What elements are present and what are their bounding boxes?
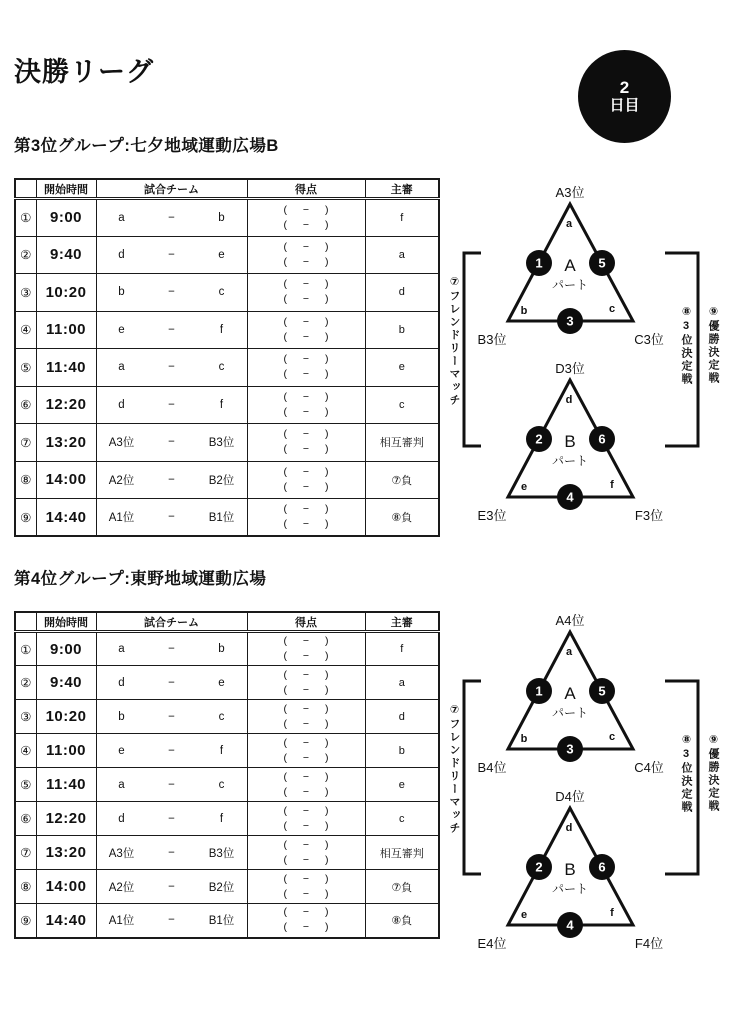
match-number-cell: ④	[15, 311, 36, 349]
team-right: B2位	[208, 474, 235, 487]
score-line: ( − )	[283, 390, 329, 403]
referee-cell: f	[365, 632, 439, 666]
team-right: B3位	[208, 437, 235, 450]
table-header-row	[15, 612, 439, 632]
match-circle-number: 1	[535, 683, 543, 699]
triangles-svg	[440, 598, 739, 973]
start-time-cell: 9:40	[36, 236, 96, 274]
team-dash: −	[168, 846, 175, 859]
match-circle-number: 3	[566, 741, 574, 757]
teams-cell	[96, 700, 247, 734]
corner-letter-top-a: a	[565, 646, 573, 658]
score-cell	[247, 311, 365, 349]
teams-cell	[96, 904, 247, 938]
teams-row	[97, 509, 247, 525]
match-number-cell: ②	[15, 236, 36, 274]
corner-letter-left-b: e	[520, 909, 528, 921]
team-left: A1位	[108, 512, 135, 524]
teams-cell	[96, 632, 247, 666]
header-teams: 試合チーム	[96, 612, 247, 632]
table-row	[15, 499, 439, 537]
table-row	[15, 386, 439, 424]
teams-row	[97, 677, 247, 689]
referee-cell: d	[365, 700, 439, 734]
friendly-match-bracket	[464, 253, 481, 446]
teams-row	[97, 879, 247, 895]
match-circle-number: 2	[535, 431, 543, 447]
teams-cell	[96, 311, 247, 349]
team-right: f	[219, 812, 224, 825]
match-number-cell: ⑤	[15, 768, 36, 802]
score-cell	[247, 199, 365, 237]
team-dash: −	[168, 248, 175, 261]
start-time-cell: 11:40	[36, 349, 96, 387]
corner-letter-right-b: f	[610, 907, 614, 919]
score-line: ( − )	[283, 330, 329, 343]
score-line: ( − )	[283, 443, 329, 456]
match-circle-number: 2	[535, 859, 543, 875]
table-row	[15, 870, 439, 904]
start-time-cell: 14:40	[36, 904, 96, 938]
team-dash: −	[168, 643, 175, 655]
part-a-top-label: A3位	[555, 185, 585, 200]
table-row	[15, 734, 439, 768]
match-circle-number: 5	[598, 683, 606, 699]
bracket-diagram-group3	[440, 170, 739, 545]
part-a-top-label: A4位	[555, 613, 585, 628]
match-number-cell: ⑤	[15, 349, 36, 387]
referee-cell: e	[365, 768, 439, 802]
referee-cell: b	[365, 311, 439, 349]
part-b-right-label: F3位	[634, 508, 664, 523]
table-row	[15, 349, 439, 387]
teams-row	[97, 399, 247, 411]
team-right: B1位	[208, 915, 235, 928]
match-number-cell: ⑥	[15, 802, 36, 836]
match-number-cell: ③	[15, 700, 36, 734]
score-cell	[247, 802, 365, 836]
team-right: b	[218, 211, 225, 224]
score-line: ( − )	[283, 736, 329, 749]
teams-cell	[96, 236, 247, 274]
teams-row	[97, 434, 247, 450]
schedule-table-group3	[14, 178, 440, 537]
part-a-right-label: C4位	[634, 760, 664, 775]
start-time-cell: 9:40	[36, 666, 96, 700]
teams-cell	[96, 274, 247, 312]
header-start-time: 開始時間	[36, 179, 96, 199]
team-dash: −	[168, 286, 175, 299]
start-time-cell: 9:00	[36, 199, 96, 237]
team-right: B3位	[208, 847, 235, 860]
score-cell	[247, 734, 365, 768]
day-badge-label: 日目	[609, 97, 640, 114]
score-cell	[247, 836, 365, 870]
start-time-cell: 14:00	[36, 870, 96, 904]
table-row	[15, 311, 439, 349]
table-row	[15, 768, 439, 802]
teams-cell	[96, 836, 247, 870]
table-row	[15, 632, 439, 666]
start-time-cell: 10:20	[36, 700, 96, 734]
match-circle-number: 1	[535, 255, 543, 271]
score-line: ( − )	[283, 353, 329, 366]
team-left: d	[118, 398, 125, 411]
referee-cell: ⑦負	[365, 870, 439, 904]
score-line: ( − )	[283, 819, 329, 832]
championship-match-note: ⑨優勝決定戦	[707, 733, 719, 813]
team-right: c	[218, 286, 225, 299]
start-time-cell: 14:00	[36, 461, 96, 499]
score-line: ( − )	[283, 518, 329, 530]
score-line: ( − )	[283, 278, 329, 291]
team-right: c	[218, 778, 225, 791]
score-line: ( − )	[283, 480, 329, 493]
score-cell	[247, 236, 365, 274]
referee-cell: d	[365, 274, 439, 312]
group4-heading: 第4位グループ:東野地域運動広場	[14, 570, 267, 588]
team-right: B2位	[208, 881, 235, 894]
team-right: f	[219, 323, 224, 336]
table-row	[15, 274, 439, 312]
corner-letter-top-b: d	[565, 822, 573, 834]
part-a-left-label: B4位	[477, 760, 507, 775]
team-left: e	[118, 744, 125, 757]
score-cell	[247, 386, 365, 424]
team-left: d	[118, 248, 125, 261]
match-number-cell: ②	[15, 666, 36, 700]
table-row	[15, 904, 439, 938]
corner-letter-left-b: e	[520, 481, 528, 493]
score-line: ( − )	[283, 668, 329, 681]
team-dash: −	[168, 211, 175, 224]
referee-cell: e	[365, 349, 439, 387]
referee-cell: f	[365, 199, 439, 237]
start-time-cell: 12:20	[36, 802, 96, 836]
header-score: 得点	[247, 179, 365, 199]
match-number-cell: ③	[15, 274, 36, 312]
teams-row	[97, 472, 247, 488]
team-left: A3位	[108, 847, 135, 860]
team-left: a	[118, 643, 125, 655]
match-number-cell: ①	[15, 632, 36, 666]
corner-letter-right-a: c	[608, 731, 616, 743]
table-row	[15, 236, 439, 274]
referee-cell: a	[365, 666, 439, 700]
score-cell	[247, 700, 365, 734]
team-left: a	[118, 778, 125, 791]
score-line: ( − )	[283, 853, 329, 866]
score-line: ( − )	[283, 503, 329, 515]
score-cell	[247, 666, 365, 700]
header-score: 得点	[247, 612, 365, 632]
part-a-word: パート	[551, 278, 589, 292]
part-b-right-label: F4位	[634, 936, 664, 951]
part-b-word: パート	[551, 882, 589, 896]
page-title: 決勝リーグ	[14, 57, 154, 87]
part-a-word: パート	[551, 706, 589, 720]
team-dash: −	[168, 880, 175, 893]
team-dash: −	[168, 398, 175, 411]
header-start-time: 開始時間	[36, 612, 96, 632]
table-row	[15, 199, 439, 237]
teams-row	[97, 286, 247, 298]
team-right: c	[218, 361, 225, 374]
table-row	[15, 802, 439, 836]
team-right: e	[218, 248, 225, 261]
team-left: A2位	[108, 474, 135, 487]
referee-cell: a	[365, 236, 439, 274]
score-line: ( − )	[283, 785, 329, 798]
teams-cell	[96, 349, 247, 387]
match-number-cell: ⑨	[15, 499, 36, 537]
part-a-right-label: C3位	[634, 332, 664, 347]
score-cell	[247, 349, 365, 387]
match-number-cell: ④	[15, 734, 36, 768]
match-number-cell: ⑧	[15, 461, 36, 499]
teams-row	[97, 779, 247, 791]
score-line: ( − )	[283, 465, 329, 478]
teams-cell	[96, 870, 247, 904]
corner-letter-top-a: a	[565, 218, 573, 230]
start-time-cell: 14:40	[36, 499, 96, 537]
group3-heading: 第3位グループ:七夕地域運動広場B	[14, 137, 279, 155]
match-number-cell: ⑦	[15, 836, 36, 870]
referee-cell: c	[365, 802, 439, 836]
score-line: ( − )	[283, 887, 329, 900]
team-dash: −	[168, 436, 175, 449]
team-left: b	[118, 286, 125, 299]
team-dash: −	[168, 914, 175, 927]
teams-row	[97, 361, 247, 373]
match-number-cell: ⑨	[15, 904, 36, 938]
match-number-cell: ⑧	[15, 870, 36, 904]
team-right: c	[218, 710, 225, 723]
score-line: ( − )	[283, 921, 329, 934]
score-cell	[247, 274, 365, 312]
teams-row	[97, 249, 247, 261]
teams-row	[97, 745, 247, 757]
team-dash: −	[168, 710, 175, 723]
part-b-top-label: D3位	[555, 361, 585, 376]
table-header-row	[15, 179, 439, 199]
score-line: ( − )	[283, 717, 329, 730]
match-circle-number: 4	[566, 489, 574, 505]
part-a-letter: A	[564, 256, 576, 275]
teams-row	[97, 845, 247, 861]
score-line: ( − )	[283, 650, 329, 662]
referee-cell: 相互審判	[365, 424, 439, 462]
header-no	[15, 179, 36, 199]
team-right: e	[218, 676, 225, 689]
teams-cell	[96, 199, 247, 237]
table-row	[15, 666, 439, 700]
teams-row	[97, 643, 247, 655]
corner-letter-left-a: b	[520, 305, 528, 317]
friendly-match-bracket	[464, 681, 481, 874]
team-left: d	[118, 676, 125, 689]
referee-cell: b	[365, 734, 439, 768]
score-line: ( − )	[283, 293, 329, 306]
score-line: ( − )	[283, 428, 329, 441]
teams-cell	[96, 768, 247, 802]
table-row	[15, 461, 439, 499]
team-right: B1位	[208, 512, 235, 524]
score-line: ( − )	[283, 218, 329, 231]
score-line: ( − )	[283, 872, 329, 885]
score-line: ( − )	[283, 751, 329, 764]
score-line: ( − )	[283, 315, 329, 328]
team-left: a	[118, 361, 125, 374]
score-line: ( − )	[283, 255, 329, 268]
score-line: ( − )	[283, 635, 329, 647]
team-dash: −	[168, 511, 175, 523]
corner-letter-top-b: d	[565, 394, 573, 406]
teams-row	[97, 711, 247, 723]
start-time-cell: 13:20	[36, 836, 96, 870]
score-cell	[247, 461, 365, 499]
match-number-cell: ①	[15, 199, 36, 237]
start-time-cell: 13:20	[36, 424, 96, 462]
score-line: ( − )	[283, 804, 329, 817]
score-cell	[247, 904, 365, 938]
friendly-match-note: ⑦フレンドリーマッチ	[448, 275, 460, 407]
schedule-table-group4	[14, 611, 440, 939]
team-dash: −	[168, 676, 175, 689]
score-line: ( − )	[283, 838, 329, 851]
start-time-cell: 11:00	[36, 311, 96, 349]
team-left: A2位	[108, 881, 135, 894]
table-row	[15, 424, 439, 462]
teams-cell	[96, 499, 247, 537]
table-row	[15, 700, 439, 734]
teams-cell	[96, 386, 247, 424]
part-b-top-label: D4位	[555, 789, 585, 804]
score-line: ( − )	[283, 770, 329, 783]
part-a-letter: A	[564, 684, 576, 703]
header-referee: 主審	[365, 612, 439, 632]
score-line: ( − )	[283, 906, 329, 919]
score-line: ( − )	[283, 203, 329, 216]
score-line: ( − )	[283, 683, 329, 696]
referee-cell: ⑧負	[365, 904, 439, 938]
score-cell	[247, 768, 365, 802]
start-time-cell: 11:00	[36, 734, 96, 768]
teams-cell	[96, 802, 247, 836]
corner-letter-right-b: f	[610, 479, 614, 491]
part-a-left-label: B3位	[477, 332, 507, 347]
part-b-left-label: E4位	[477, 936, 507, 951]
day-badge-number: 2	[619, 78, 630, 97]
triangles-svg	[440, 170, 739, 545]
score-line: ( − )	[283, 702, 329, 715]
part-b-word: パート	[551, 454, 589, 468]
corner-letter-right-a: c	[608, 303, 616, 315]
team-dash: −	[168, 323, 175, 336]
score-line: ( − )	[283, 240, 329, 253]
referee-cell: ⑧負	[365, 499, 439, 537]
team-right: b	[218, 643, 225, 655]
team-dash: −	[168, 361, 175, 374]
team-left: b	[118, 710, 125, 723]
match-circle-number: 3	[566, 313, 574, 329]
teams-cell	[96, 424, 247, 462]
corner-letter-left-a: b	[520, 733, 528, 745]
part-b-left-label: E3位	[477, 508, 507, 523]
score-line: ( − )	[283, 405, 329, 418]
teams-cell	[96, 734, 247, 768]
header-referee: 主審	[365, 179, 439, 199]
start-time-cell: 11:40	[36, 768, 96, 802]
teams-row	[97, 912, 247, 928]
match-circle-number: 6	[598, 431, 606, 447]
team-left: A1位	[108, 915, 135, 928]
day-badge	[578, 50, 671, 143]
match-number-cell: ⑥	[15, 386, 36, 424]
score-line: ( − )	[283, 368, 329, 381]
team-right: f	[219, 744, 224, 757]
score-cell	[247, 499, 365, 537]
team-right: f	[219, 398, 224, 411]
friendly-match-note: ⑦フレンドリーマッチ	[448, 703, 460, 835]
team-left: e	[118, 323, 125, 336]
teams-row	[97, 324, 247, 336]
table-row	[15, 836, 439, 870]
team-dash: −	[168, 744, 175, 757]
team-dash: −	[168, 778, 175, 791]
team-left: d	[118, 812, 125, 825]
header-no	[15, 612, 36, 632]
part-b-letter: B	[564, 432, 576, 451]
start-time-cell: 10:20	[36, 274, 96, 312]
third-place-match-note: ⑧3位決定戦	[680, 733, 692, 814]
team-left: A3位	[108, 437, 135, 450]
referee-cell: c	[365, 386, 439, 424]
teams-cell	[96, 461, 247, 499]
start-time-cell: 9:00	[36, 632, 96, 666]
match-circle-number: 6	[598, 859, 606, 875]
referee-cell: 相互審判	[365, 836, 439, 870]
match-number-cell: ⑦	[15, 424, 36, 462]
third-place-match-note: ⑧3位決定戦	[680, 305, 692, 386]
teams-row	[97, 813, 247, 825]
championship-match-note: ⑨優勝決定戦	[707, 305, 719, 385]
referee-cell: ⑦負	[365, 461, 439, 499]
match-circle-number: 5	[598, 255, 606, 271]
bracket-diagram-group4	[440, 598, 739, 973]
team-dash: −	[168, 473, 175, 486]
team-left: a	[118, 211, 125, 224]
teams-row	[97, 212, 247, 224]
start-time-cell: 12:20	[36, 386, 96, 424]
teams-cell	[96, 666, 247, 700]
match-circle-number: 4	[566, 917, 574, 933]
header-teams: 試合チーム	[96, 179, 247, 199]
score-cell	[247, 424, 365, 462]
score-cell	[247, 870, 365, 904]
part-b-letter: B	[564, 860, 576, 879]
score-cell	[247, 632, 365, 666]
team-dash: −	[168, 812, 175, 825]
